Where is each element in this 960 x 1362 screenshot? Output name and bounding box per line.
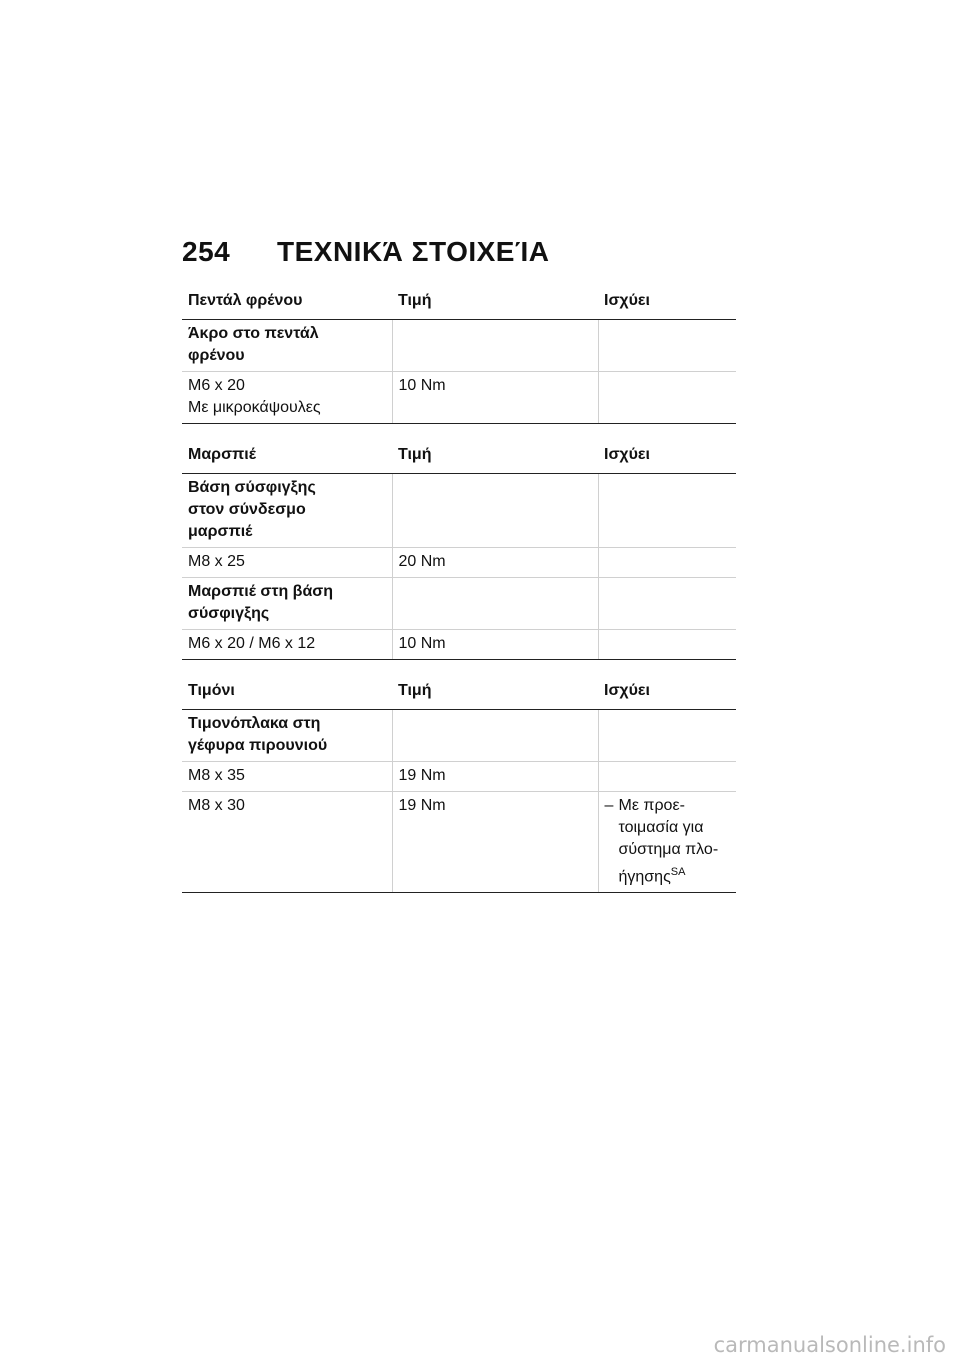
column-header-item: Τιμόνι [182,676,392,710]
table-row [182,710,736,762]
table-row [182,630,736,660]
bolt-spec: M8 x 25 [182,548,392,578]
watermark: carmanualsonline.info [713,1333,946,1357]
empty-cell [392,474,598,548]
table-row [182,474,736,548]
column-header-item: Πεντάλ φρένου [182,286,392,320]
table-row [182,548,736,578]
sa-superscript: SA [670,866,686,878]
empty-cell [598,372,736,424]
empty-cell [598,320,736,372]
empty-cell [392,320,598,372]
empty-cell [392,710,598,762]
column-header-applies: Ισχύει [598,286,736,320]
table-header-row [182,286,736,320]
dash-bullet: – [604,797,614,814]
page-number: 254 [182,236,231,267]
applies-cell [598,792,736,893]
column-header-item: Μαρσπιέ [182,440,392,474]
torque-value: 19 Nm [392,792,598,893]
column-header-applies: Ισχύει [598,676,736,710]
brake-pedal-table [182,286,736,424]
table-row [182,372,736,424]
applies-note [605,795,731,888]
empty-cell [392,578,598,630]
table-row [182,320,736,372]
bolt-spec: M6 x 20 / M6 x 12 [182,630,392,660]
item-label: Βάση σύσφιγξης στον σύνδεσμο μαρσπιέ [182,474,392,548]
column-header-value: Τιμή [392,286,598,320]
torque-value: 10 Nm [392,372,598,424]
bolt-spec: M8 x 35 [182,762,392,792]
column-header-value: Τιμή [392,440,598,474]
torque-value: 10 Nm [392,630,598,660]
item-label: Άκρο στο πεντάλ φρένου [182,320,392,372]
handlebar-table [182,676,736,893]
empty-cell [598,762,736,792]
table-header-row [182,440,736,474]
empty-cell [598,630,736,660]
torque-value: 20 Nm [392,548,598,578]
column-header-value: Τιμή [392,676,598,710]
table-row [182,578,736,630]
empty-cell [598,474,736,548]
bolt-spec: M8 x 30 [182,792,392,893]
empty-cell [598,710,736,762]
spec-tables [182,286,736,909]
empty-cell [598,578,736,630]
item-label: Μαρσπιέ στη βάση σύσφιγξης [182,578,392,630]
section-title: ΤΕΧΝΙΚΆ ΣΤΟΙΧΕΊΑ [277,236,550,267]
table-row [182,762,736,792]
applies-text [619,795,719,888]
page-header [182,236,549,268]
column-header-applies: Ισχύει [598,440,736,474]
navigation-prep-note: Με προε- τοιμασία για σύστημα πλο- ήγησης [618,797,719,886]
item-label: Τιμονόπλακα στη γέφυρα πιρουνιού [182,710,392,762]
table-row [182,792,736,893]
empty-cell [598,548,736,578]
footrest-table [182,440,736,660]
torque-value: 19 Nm [392,762,598,792]
table-header-row [182,676,736,710]
bolt-spec: M6 x 20 Με μικροκάψουλες [182,372,392,424]
